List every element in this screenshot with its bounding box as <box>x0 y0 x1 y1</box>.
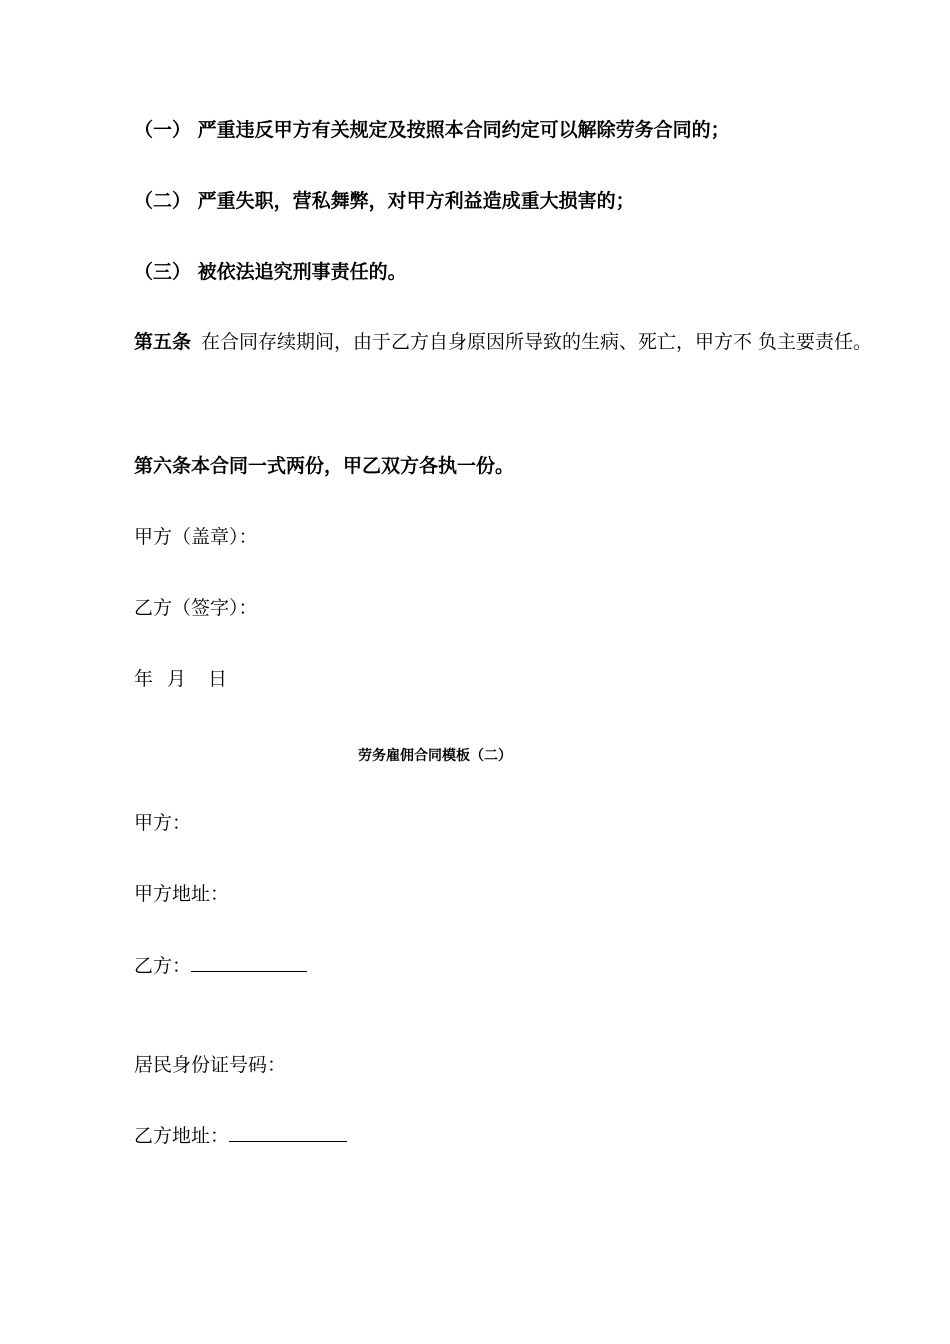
party-a-seal-line: 甲方（盖章）： <box>134 526 258 548</box>
article-5-text: 在合同存续期间，由于乙方自身原因所导致的生病、死亡，甲方不 负主要责任。 <box>201 331 873 353</box>
clause-1-text: 严重违反甲方有关规定及按照本合同约定可以解除劳务合同的； <box>197 119 730 141</box>
date-day-label: 日 <box>208 668 228 690</box>
party-b-address-blank <box>229 1123 347 1142</box>
party-b-label: 乙方： <box>134 955 192 977</box>
article-5 <box>86 316 878 368</box>
date-year-label: 年 <box>134 668 154 690</box>
template-2-party-a: 甲方： <box>134 812 192 834</box>
clause-3 <box>134 259 407 285</box>
template-2-id-number: 居民身份证号码： <box>134 1054 287 1076</box>
template-2-party-a-address: 甲方地址： <box>134 883 230 905</box>
clause-2-number: （二） <box>134 190 192 212</box>
date-month-label: 月 <box>167 668 187 690</box>
template-2-title: 劳务雇佣合同模板（二） <box>358 748 512 764</box>
article-6: 第六条本合同一式两份，甲乙双方各执一份。 <box>134 455 515 477</box>
clause-3-text: 被依法追究刑事责任的。 <box>197 261 407 283</box>
article-5-heading: 第五条 <box>134 331 192 353</box>
clause-3-number: （三） <box>134 261 192 283</box>
party-b-sign-line: 乙方（签字）： <box>134 597 258 619</box>
clause-1 <box>134 117 730 143</box>
clause-2 <box>134 188 635 214</box>
date-line <box>134 666 227 692</box>
template-2-party-b-address-line <box>134 1123 347 1149</box>
clause-1-number: （一） <box>134 119 192 141</box>
party-b-blank <box>191 953 307 972</box>
party-b-address-label: 乙方地址： <box>134 1125 230 1147</box>
template-2-party-b-line <box>134 953 307 979</box>
clause-2-text: 严重失职，营私舞弊，对甲方利益造成重大损害的； <box>197 190 635 212</box>
